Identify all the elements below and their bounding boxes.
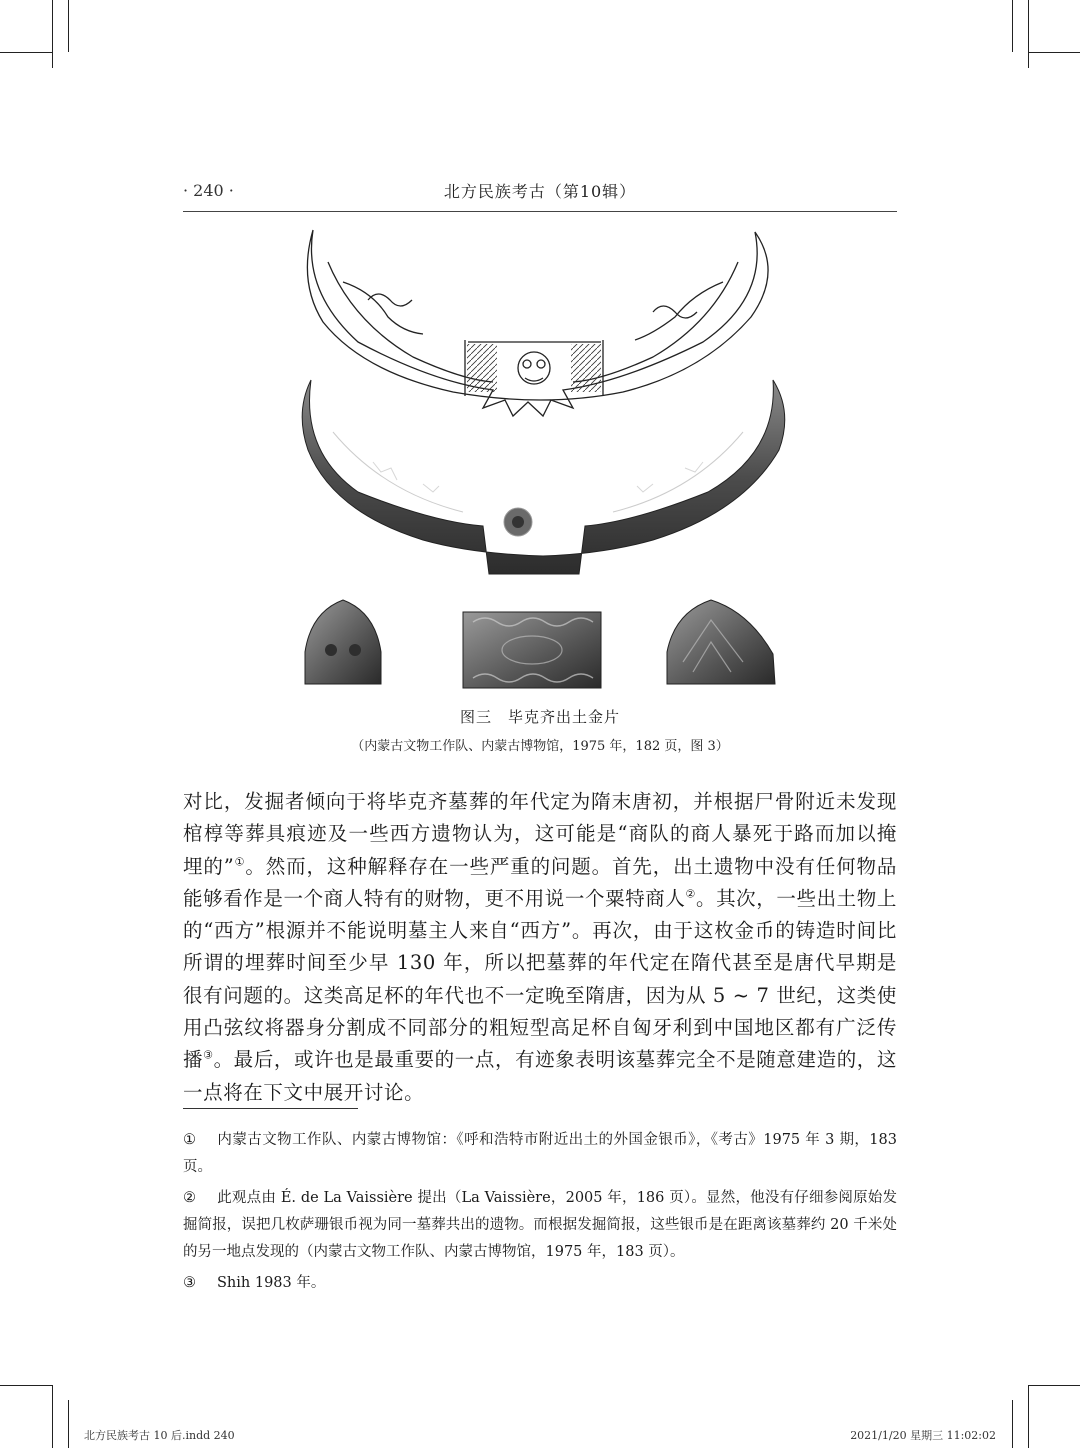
running-head-title: 北方民族考古（第10辑） [443,182,637,201]
small-piece-center [463,612,601,688]
print-slug-file: 北方民族考古 10 后.indd 240 [84,1429,235,1442]
figure-gold-plaques [183,222,897,702]
footnote-text: 内蒙古文物工作队、内蒙古博物馆：《呼和浩特市附近出土的外国金银币》，《考古》1975 年 3 期，183 页。 [183,1132,897,1175]
body-text-part: 。然而，这种解释存在一些严重的问题。首先，出土遗物中没有任何物品能够看作是一个商人特有的财物，更不用说一个粟特商人 [183,854,897,910]
crop-mark [1028,52,1080,53]
figure-caption: 图三 毕克齐出土金片 [459,708,620,726]
small-piece-left [305,600,381,684]
footnote [183,1127,897,1181]
note-ref: ① [234,855,246,869]
small-piece-right [667,600,775,684]
footnote-number: ② [183,1190,196,1206]
body-paragraph [183,786,897,1109]
crop-mark [68,1400,69,1448]
footnote-text: Shih 1983 年。 [217,1275,326,1291]
crop-mark [1028,0,1029,68]
footnote [183,1270,897,1297]
footnote-number: ③ [183,1275,196,1291]
line-drawing-plaque [307,230,768,416]
header-rule [183,211,897,212]
crop-mark [1012,1400,1013,1448]
crop-mark [1028,1385,1029,1448]
body-text-part: 对比，发掘者倾向于将毕克齐墓葬的年代定为隋末唐初，并根据尸骨附近未发现棺椁等葬具痕迹及一些西方遗物认为，这可能是“商队的商人暴死于路而加以掩埋的” [183,790,897,878]
body-text-part: 。最后，或许也是最重要的一点，有迹象表明该墓葬完全不是随意建造的，这一点将在下文中展开讨论。 [183,1048,897,1104]
crop-mark [68,0,69,52]
photo-plaque [302,380,785,574]
crop-mark [0,52,52,53]
figure-source: （内蒙古文物工作队、内蒙古博物馆，1975 年，182 页，图 3） [351,739,729,754]
page-number: · 240 · [183,181,234,200]
note-ref: ③ [203,1048,214,1062]
figure-illustration [183,222,897,702]
crop-mark [52,1385,53,1448]
footnote [183,1185,897,1266]
note-ref: ② [685,887,696,901]
crop-mark [0,1385,52,1386]
crop-mark [1028,1385,1080,1386]
footnote-number: ① [183,1132,196,1148]
body-text-part: 。其次，一些出土物上的“西方”根源并不能说明墓主人来自“西方”。再次，由于这枚金币的铸造时间比所谓的埋葬时间至少早 130 年，所以把墓葬的年代定在隋代甚至是唐代早期是很有问题的。这类高足杯的年代也不一定晚至隋唐，因为从 5 ~ 7 世纪，这类使用凸弦纹将器身分割成不同部分的粗短型高足杯自匈牙利到中国地区都有广泛传播 [183,886,897,1072]
footnotes [183,1127,897,1301]
crop-mark [52,0,53,68]
footnote-text: 此观点由 É. de La Vaissière 提出（La Vaissière，2005 年，186 页）。显然，他没有仔细参阅原始发掘简报，误把几枚萨珊银币视为同一墓葬共出的遗物。而根据发掘简报，这些银币是在距离该墓葬约 20 千米处的另一地点发现的（内蒙古文物工作队、内蒙古博物馆，1975 年，183 页）。 [183,1190,897,1260]
footnote-rule [183,1108,358,1109]
crop-mark [1012,0,1013,52]
print-slug-date: 2021/1/20 星期三 11:02:02 [850,1429,996,1442]
